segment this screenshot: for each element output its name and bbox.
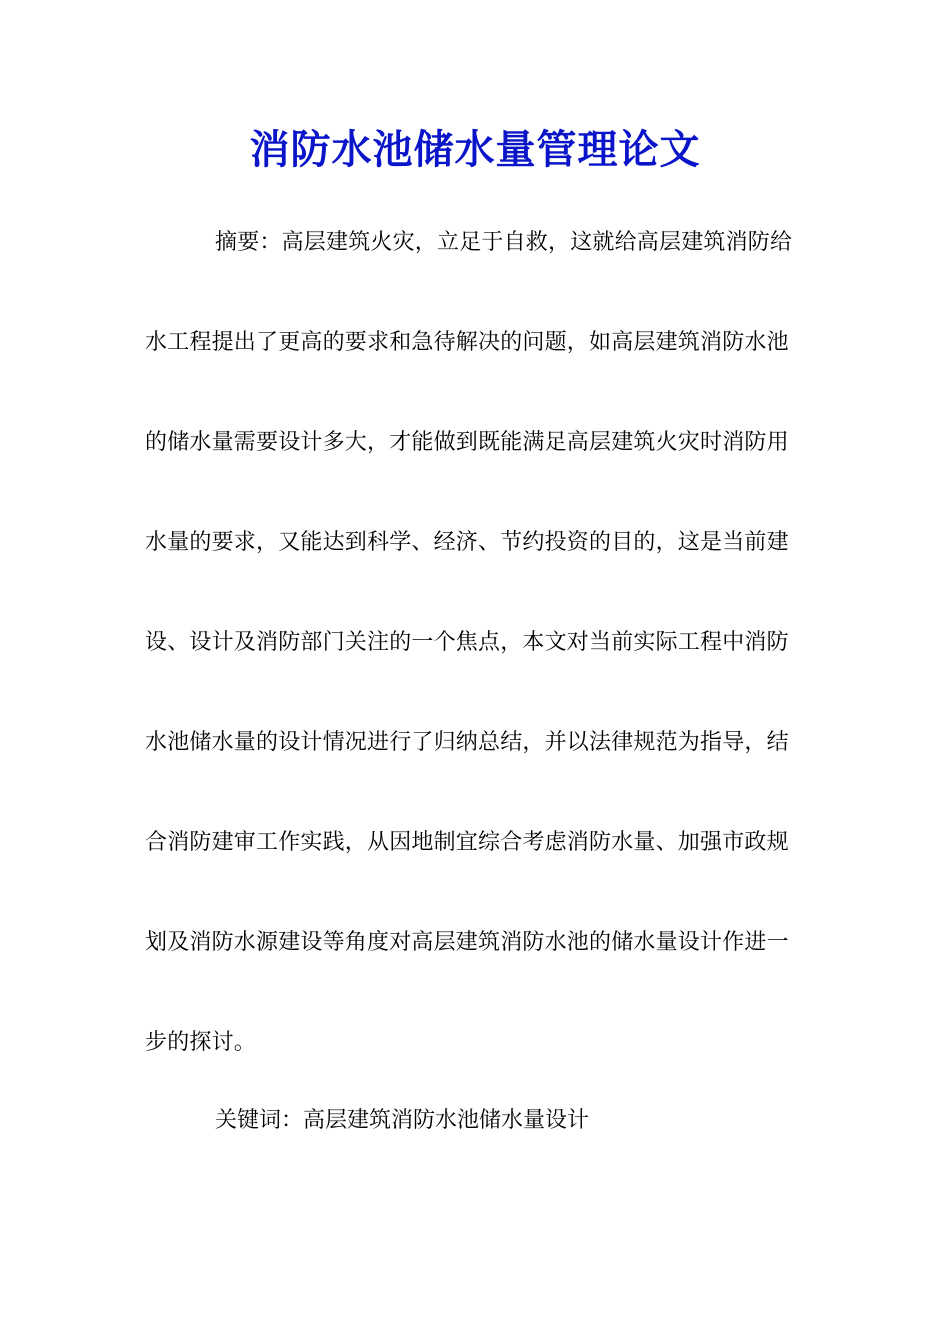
abstract-paragraph: [145, 215, 805, 1115]
abstract-line: 摘要：高层建筑火灾，立足于自救，这就给高层建筑消防给: [215, 230, 793, 255]
abstract-line: 的储水量需要设计多大，才能做到既能满足高层建筑火灾时消防用: [145, 430, 789, 455]
abstract-line: 水工程提出了更高的要求和急待解决的问题，如高层建筑消防水池: [145, 330, 789, 355]
document-title: 消防水池储水量管理论文: [249, 126, 701, 173]
abstract-line: 水池储水量的设计情况进行了归纳总结，并以法律规范为指导，结: [145, 730, 789, 755]
keywords-line: 关键词：高层建筑消防水池储水量设计: [215, 1108, 590, 1133]
abstract-line: 划及消防水源建设等角度对高层建筑消防水池的储水量设计作进一: [145, 930, 789, 955]
abstract-line: 合消防建审工作实践，从因地制宜综合考虑消防水量、加强市政规: [145, 830, 789, 855]
abstract-line: 设、设计及消防部门关注的一个焦点，本文对当前实际工程中消防: [145, 630, 789, 655]
abstract-line: 步的探讨。: [145, 1030, 257, 1055]
abstract-line: 水量的要求，又能达到科学、经济、节约投资的目的，这是当前建: [145, 530, 789, 555]
